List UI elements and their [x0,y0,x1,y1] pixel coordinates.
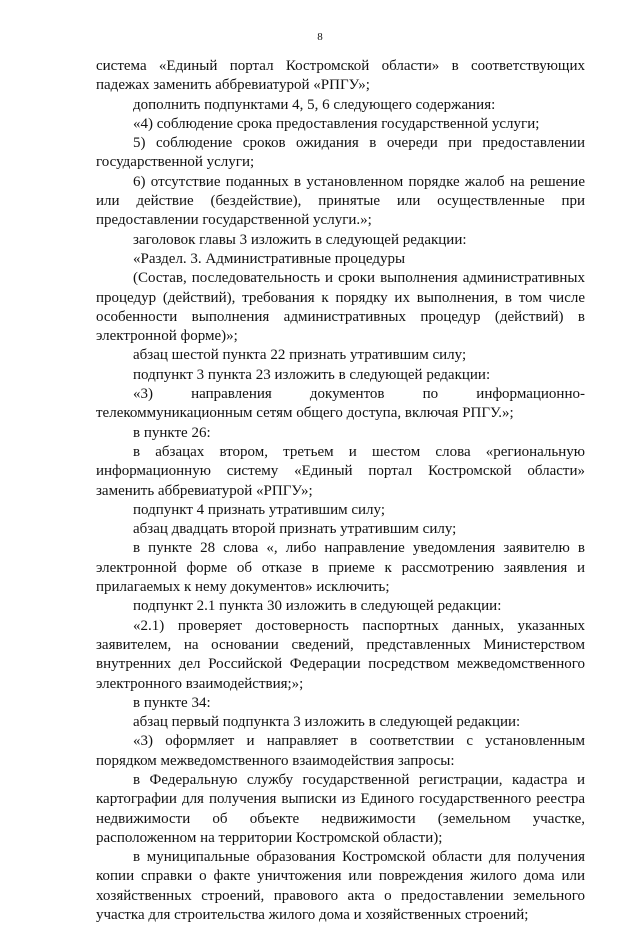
paragraph: «3) оформляет и направляет в соответствии с установленным порядком межведомственного взаимодействия запросы: [96,733,585,769]
paragraph: абзац шестой пункта 22 признать утратившим силу; [133,347,467,364]
paragraph: абзац первый подпункта 3 изложить в следующей редакции: [133,714,521,731]
paragraph: в пункте 28 слова «, либо направление уведомления заявителю в электронной форме об отказе в приеме к рассмотрению заявления и прилагаемых к нему документов» исключить; [96,540,585,596]
paragraph: «2.1) проверяет достоверность паспортных данных, указанных заявителем, на основании сведений, представленных Министерством внутренних дел Российской Федерации посредством межведомственного электронного взаимодействия;»; [96,617,585,692]
paragraph: подпункт 2.1 пункта 30 изложить в следующей редакции: [133,598,502,615]
paragraph: заголовок главы 3 изложить в следующей редакции: [133,231,467,248]
paragraph: подпункт 3 пункта 23 изложить в следующей редакции: [133,366,491,383]
paragraph: в абзацах втором, третьем и шестом слова «региональную информационную систему «Единый портал Костромской области» заменить аббревиатурой «РПГУ»; [96,443,585,499]
paragraph: 5) соблюдение сроков ожидания в очереди при предоставлении государственной услуги; [96,135,585,171]
paragraph: «3) направления документов по информационно-телекоммуникационным сетям общего доступа, включая РПГУ.»; [96,386,585,422]
paragraph: в муниципальные образования Костромской области для получения копии справки о факте уничтожения или повреждения жилого дома или хозяйственных строений, правового акта о предоставлении земельного участка для строительства жилого дома и хозяйственных строений; [96,849,585,924]
paragraph: в Федеральную службу государственной регистрации, кадастра и картографии для получения выписки из Единого государственного реестра недвижимости об объекте недвижимости (земельном участке, расположенном на территории Костромской области); [96,771,585,846]
paragraph: 6) отсутствие поданных в установленном порядке жалоб на решение или действие (бездействие), принятые или осуществленные при предоставлении государственной услуги.»; [96,173,585,229]
paragraph: «4) соблюдение срока предоставления государственной услуги; [133,115,540,132]
document-body [96,57,585,925]
paragraph: «Раздел. 3. Административные процедуры [133,250,406,267]
paragraph: (Состав, последовательность и сроки выполнения административных процедур (действий), требования к порядку их выполнения, в том числе особенности выполнения административных процедур (действий) в электронной форме)»; [96,270,585,345]
paragraph: в пункте 34: [133,694,211,711]
paragraph: в пункте 26: [133,424,211,441]
paragraph: дополнить подпунктами 4, 5, 6 следующего содержания: [133,96,496,113]
paragraph: система «Единый портал Костромской области» в соответствующих падежах заменить аббревиатурой «РПГУ»; [96,58,585,94]
page-number: 8 [317,31,323,43]
paragraph: абзац двадцать второй признать утратившим силу; [133,521,457,538]
paragraph: подпункт 4 признать утратившим силу; [133,501,385,518]
